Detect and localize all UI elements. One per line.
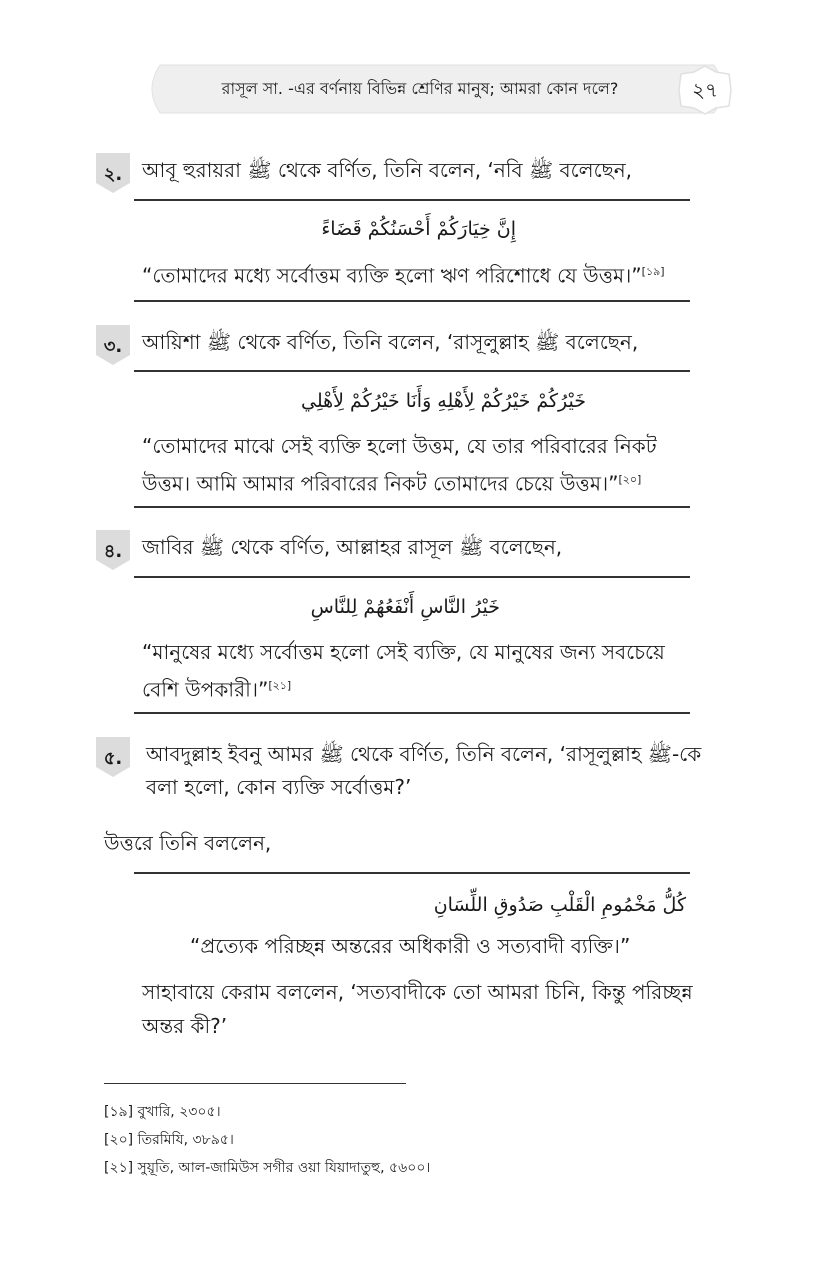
divider [134,872,690,874]
hadith-intro: আয়িশা ﷺ থেকে বর্ণিত, তিনি বলেন, ‘রাসূলুল্লাহ ﷺ বলেছেন, [142,330,639,354]
hadith-number-badge [96,153,134,193]
footnote-separator [104,1083,406,1084]
translation-line-text: বেশি উপকারী।” [142,677,269,702]
hadith-number: ৩. [103,336,123,357]
closing-line: সাহাবায়ে কেরাম বললেন, ‘সত্যবাদীকে তো আমরা চিনি, কিন্তু পরিচ্ছন্ন [142,980,693,1004]
hadith-number: ২. [103,164,123,185]
footnote-ref[interactable]: [২০] [618,473,642,486]
page-number: ২৭ [691,78,718,102]
arabic-text: كُلُّ مَخْمُومِ الْقَلْبِ صَدُوقِ اللِّسَانِ [433,894,686,916]
footnote-ref[interactable]: [১৯] [641,265,665,278]
translation-line: “মানুষের মধ্যে সর্বোত্তম হলো সেই ব্যক্তি, যে মানুষের জন্য সবচেয়ে [142,640,665,664]
hadith-number-badge [96,530,134,570]
hadith-intro-line: বলা হলো, কোন ব্যক্তি সর্বোত্তম?’ [146,775,412,799]
translation-line: “তোমাদের মাঝে সেই ব্যক্তি হলো উত্তম, যে তার পরিবারের নিকট [142,434,657,458]
running-title: রাসূল সা. -এর বর্ণনায় বিভিন্ন শ্রেণির মানুষ; আমরা কোন দলে? [221,79,619,98]
hadith-intro: আবূ হুরায়রা ﷺ থেকে বর্ণিত, তিনি বলেন, ‘নবি ﷺ বলেছেন, [142,158,633,182]
divider [134,199,690,201]
hadith-number-badge [96,737,134,777]
divider [134,506,690,508]
footnote: [২০] তিরমিযি, ৩৮৯৫। [104,1132,234,1148]
hadith-translation [142,256,665,292]
hadith-number: ৫. [103,748,123,769]
divider [134,576,690,578]
divider [134,370,690,372]
hadith-number: ৪. [103,541,123,562]
hadith-number-badge [96,325,134,365]
translation-line-text: উত্তম। আমি আমার পরিবারের নিকট তোমাদের চেয়ে উত্তম।” [142,471,619,496]
divider [134,300,690,302]
translation-line [142,670,291,706]
arabic-text: خَيْرُكُمْ خَيْرُكُمْ لِأَهْلِهِ وَأَنَا خَيْرُكُمْ لِأَهْلِي [301,390,586,412]
divider [134,712,690,714]
footnote: [২১] সুয়ূতি, আল-জামিউস সগীর ওয়া যিয়াদাতুহু, ৫৬০০। [104,1160,431,1176]
hadith-intro: জাবির ﷺ থেকে বর্ণিত, আল্লাহর রাসূল ﷺ বলেছেন, [142,535,563,559]
arabic-text: إِنَّ خِيَارَكُمْ أَحْسَنُكُمْ قَضَاءً [321,218,516,240]
translation-line: “প্রত্যেক পরিচ্ছন্ন অন্তরের অধিকারী ও সত্যবাদী ব্যক্তি।” [190,934,631,958]
closing-line: অন্তর কী?’ [142,1014,228,1038]
reply-intro: উত্তরে তিনি বললেন, [104,831,272,855]
translation-line: “তোমাদের মধ্যে সর্বোত্তম ব্যক্তি হলো ঋণ পরিশোধে যে উত্তম।” [142,263,642,288]
translation-line [142,464,641,500]
footnote: [১৯] বুখারি, ২৩০৫। [104,1104,221,1120]
arabic-text: خَيْرُ النَّاسِ أَنْفَعُهُمْ لِلنَّاسِ [310,596,500,618]
footnote-ref[interactable]: [২১] [268,679,292,692]
hadith-intro-line: আবদুল্লাহ ইবনু আমর ﷺ থেকে বর্ণিত, তিনি বলেন, ‘রাসূলুল্লাহ ﷺ-কে [146,742,702,766]
